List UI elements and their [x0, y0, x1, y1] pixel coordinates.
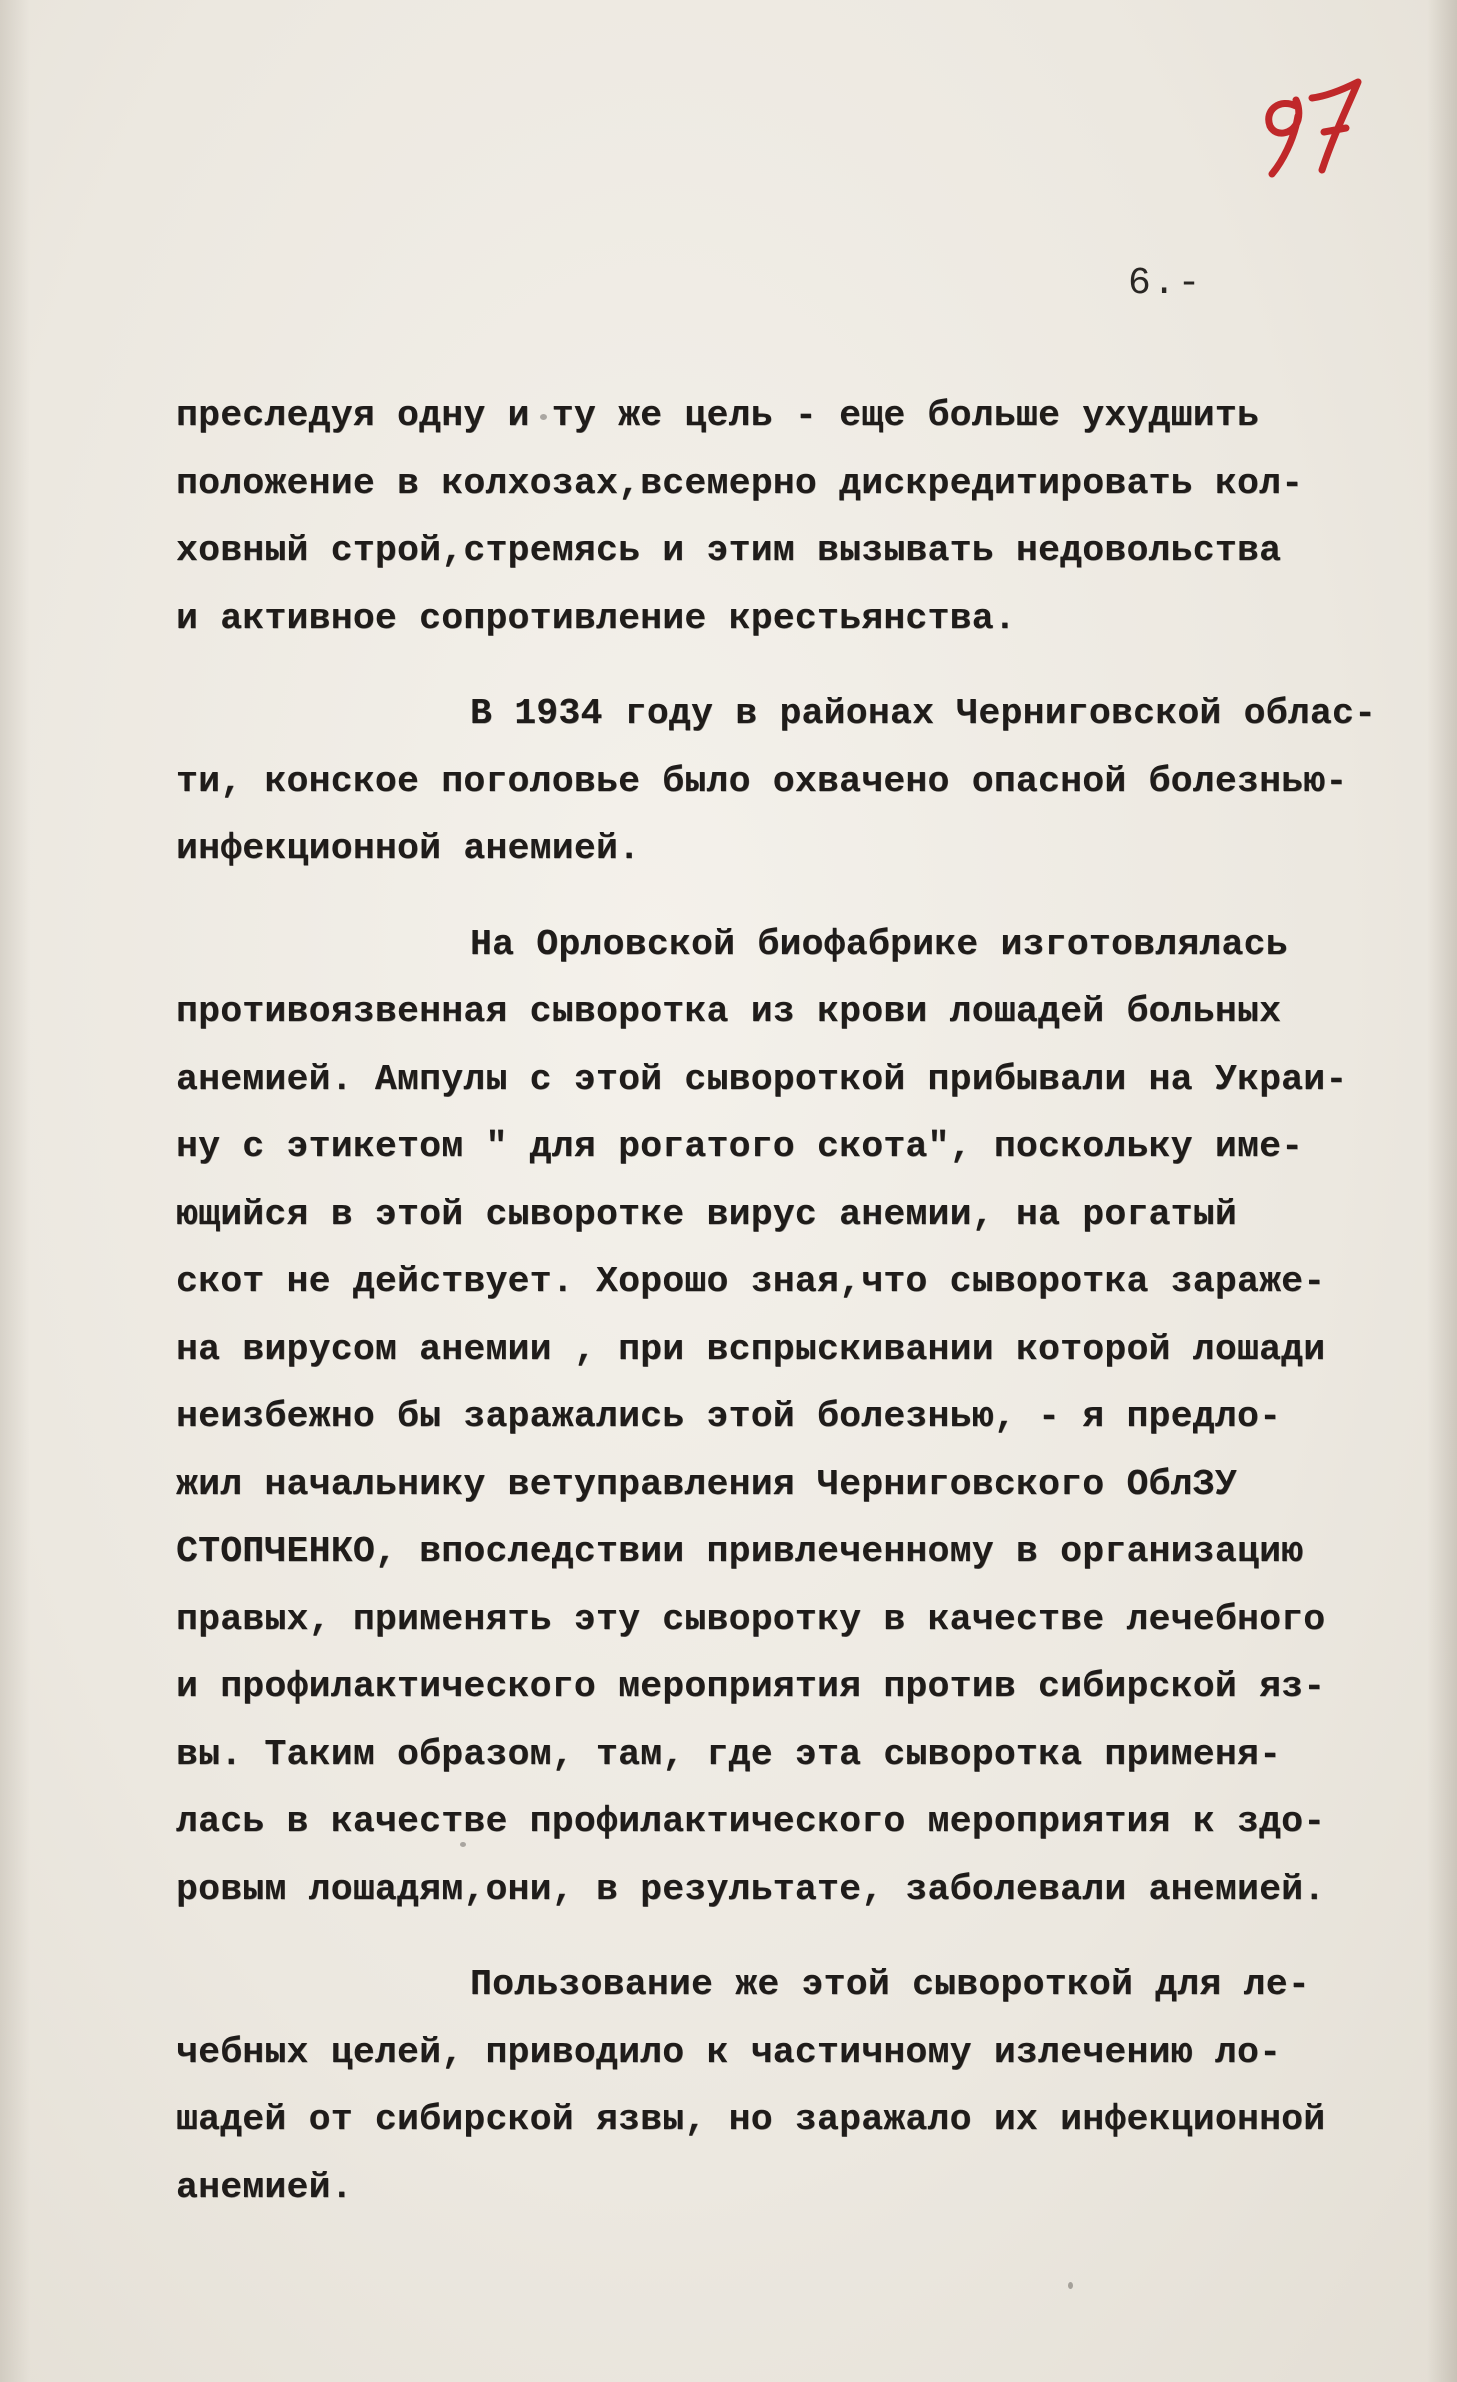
- ink-smudge: [1068, 2282, 1073, 2289]
- typewritten-body: [176, 382, 1377, 2221]
- paragraph-gap: [176, 1923, 1351, 1951]
- text-line: правых, применять эту сыворотку в качестве лечебного: [176, 1598, 1326, 1640]
- paragraph: [176, 680, 1377, 883]
- text-line: Пользование же этой сывороткой для ле-: [470, 1964, 1310, 2005]
- text-line: лась в качестве профилактического мероприятия к здо-: [176, 1801, 1326, 1842]
- ink-smudge: [460, 1842, 466, 1847]
- text-line: неизбежно бы заражались этой болезнью, - я предло-: [176, 1396, 1282, 1437]
- text-line: преследуя одну и ту же цель - еще больше ухудшить: [176, 395, 1260, 436]
- text-line: положение в колхозах,всемерно дискредитировать кол-: [176, 462, 1304, 504]
- text-line: инфекционной анемией.: [176, 828, 641, 869]
- paragraph: [176, 1951, 1351, 2221]
- text-line: В 1934 году в районах Черниговской облас-: [470, 693, 1377, 734]
- text-line: ровым лошадям,они, в результате, заболевали анемией.: [176, 1868, 1326, 1910]
- text-line: и активное сопротивление крестьянства.: [176, 597, 1016, 639]
- paragraph-gap: [176, 652, 1351, 680]
- text-line: скот не действует. Хорошо зная,что сыворотка зараже-: [176, 1261, 1326, 1302]
- text-line: противоязвенная сыворотка из крови лошадей больных: [176, 991, 1282, 1032]
- page-edge-shadow-left: [0, 0, 30, 2382]
- handwritten-folio-number: [1250, 58, 1370, 198]
- page-number: 6.-: [1128, 262, 1203, 305]
- paragraph-gap: [176, 883, 1351, 911]
- ink-smudge: [470, 418, 479, 425]
- ink-smudge: [540, 414, 547, 420]
- text-line: СТОПЧЕНКО, впоследствии привлеченному в организацию: [176, 1531, 1304, 1572]
- text-line: и профилактического мероприятия против сибирской яз-: [176, 1666, 1326, 1707]
- text-line: жил начальнику ветуправления Черниговского ОблЗУ: [176, 1463, 1237, 1505]
- text-line: На Орловской биофабрике изготовлялась: [470, 923, 1288, 965]
- text-line: анемией.: [176, 2166, 353, 2208]
- text-line: ховный строй,стремясь и этим вызывать недовольства: [176, 530, 1282, 571]
- page-edge-shadow-right: [1427, 0, 1457, 2382]
- paragraph: [176, 911, 1351, 1924]
- text-line: ти, конское поголовье было охвачено опасной болезнью-: [176, 760, 1348, 802]
- text-line: ну с этикетом " для рогатого скота", поскольку име-: [176, 1126, 1304, 1167]
- text-line: вы. Таким образом, там, где эта сыворотка применя-: [176, 1733, 1282, 1775]
- text-line: чебных целей, приводило к частичному излечению ло-: [176, 2031, 1282, 2073]
- text-line: шадей от сибирской язвы, но заражало их инфекционной: [176, 2099, 1326, 2140]
- text-line: анемией. Ампулы с этой сывороткой прибывали на Украи-: [176, 1058, 1348, 1100]
- text-line: на вирусом анемии , при вспрыскивании которой лошади: [176, 1328, 1326, 1370]
- text-line: ющийся в этой сыворотке вирус анемии, на рогатый: [176, 1193, 1237, 1235]
- paragraph: [176, 382, 1351, 652]
